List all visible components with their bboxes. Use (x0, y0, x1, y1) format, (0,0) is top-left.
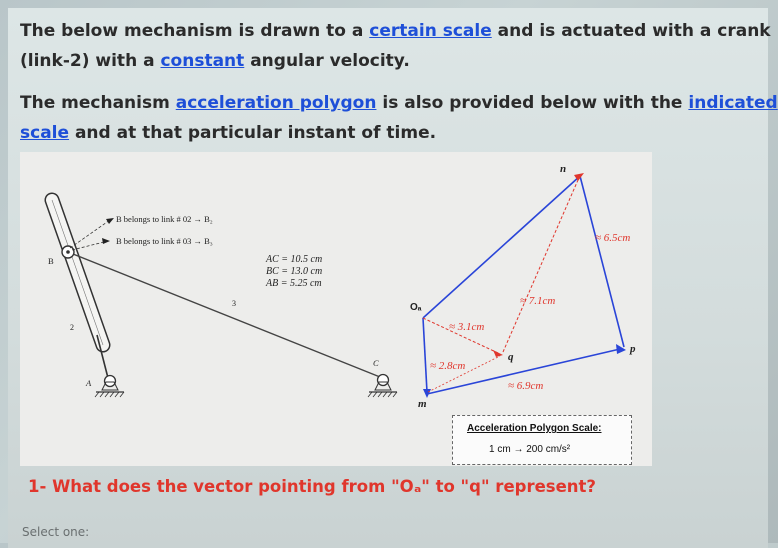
note-b2: B belongs to link # 02 → B₂ (116, 214, 213, 224)
dim-6-5: ≈ 6.5cm (595, 232, 631, 244)
link-3-label: 3 (232, 299, 236, 308)
link-2-label: 2 (70, 323, 74, 332)
label-a: A (86, 378, 92, 388)
constant-link[interactable]: constant (160, 51, 245, 71)
certain-scale-link[interactable]: certain scale (369, 21, 492, 41)
vector-oa-m (423, 318, 427, 392)
dim-3-1: ≈ 3.1cm (449, 321, 485, 333)
vector-oa-n (423, 176, 580, 318)
indicated-link[interactable]: indicated (688, 93, 778, 113)
dim-ac: AC = 10.5 cm (266, 254, 323, 265)
scale-value: 1 cm → 200 cm/s² (489, 444, 571, 455)
polygon-text: The mechanism (20, 93, 176, 113)
intro-text: (link-2) with a (20, 51, 161, 71)
label-m: m (418, 398, 427, 410)
select-one-label: Select one: (22, 525, 90, 539)
pivot-a (95, 376, 124, 398)
label-oa: Oₐ (410, 302, 422, 313)
label-p: p (630, 343, 636, 355)
link-3 (68, 252, 380, 377)
label-n: n (560, 163, 567, 175)
dim-ab: AB = 5.25 cm (266, 278, 322, 289)
acceleration-polygon-link[interactable]: acceleration polygon (175, 93, 377, 113)
scale-link[interactable]: scale (20, 123, 70, 143)
polygon-text: and at that particular instant of time. (69, 123, 437, 143)
scale-title: Acceleration Polygon Scale: (467, 423, 602, 434)
intro-text: The below mechanism is drawn to a (20, 21, 370, 41)
question-text: 1- What does the vector pointing from "Oₐ" to "q" represent? (28, 477, 596, 496)
link-2 (52, 200, 108, 378)
label-c: C (373, 358, 379, 368)
intro-text: angular velocity. (244, 51, 410, 71)
polygon-text: is also provided below with the (376, 93, 689, 113)
vector-q-n (503, 180, 578, 352)
note-b3: B belongs to link # 03 → B₃ (116, 236, 213, 246)
dim-7-1: ≈ 7.1cm (520, 295, 556, 307)
dim-6-9: ≈ 6.9cm (508, 380, 544, 392)
label-q: q (508, 351, 514, 363)
polygon-scale-box (452, 415, 632, 465)
intro-text: and is actuated with a crank (491, 21, 771, 41)
dim-2-8: ≈ 2.8cm (430, 360, 466, 372)
pivot-c (368, 375, 397, 398)
label-b: B (48, 256, 54, 266)
vector-n-p (580, 176, 624, 347)
dim-bc: BC = 13.0 cm (266, 266, 323, 277)
